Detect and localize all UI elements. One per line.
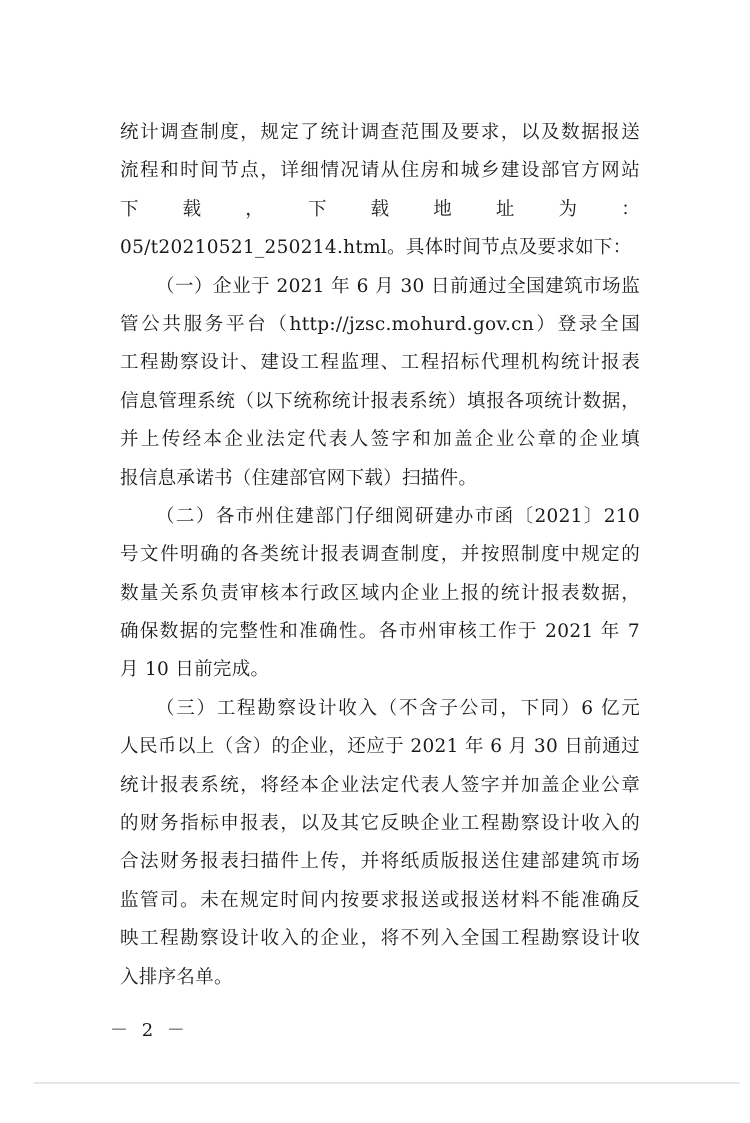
text-line: 月 10 日前完成。 bbox=[120, 659, 270, 681]
text-line: 下载，下载地址为： bbox=[120, 198, 640, 220]
body-text bbox=[120, 114, 640, 997]
text-line: 05/t20210521_250214.html。具体时间节点及要求如下： bbox=[120, 237, 632, 259]
text-line: 流程和时间节点，详细情况请从住房和城乡建设部官方网站 bbox=[120, 160, 640, 182]
text-line: 工程勘察设计、建设工程监理、工程招标代理机构统计报表 bbox=[120, 352, 640, 374]
text-line: （三）工程勘察设计收入（不含子公司，下同）6 亿元 bbox=[156, 697, 640, 719]
text-line: 人民币以上（含）的企业，还应于 2021 年 6 月 30 日前通过 bbox=[120, 736, 640, 758]
text-line: （二）各市州住建部门仔细阅研建办市函〔2021〕210 bbox=[156, 505, 640, 527]
text-line: 的财务指标申报表，以及其它反映企业工程勘察设计收入的 bbox=[120, 813, 640, 835]
text-line: 监管司。未在规定时间内按要求报送或报送材料不能准确反 bbox=[120, 889, 640, 911]
scan-edge-divider bbox=[34, 1082, 740, 1084]
text-line: 映工程勘察设计收入的企业，将不列入全国工程勘察设计收 bbox=[120, 928, 640, 950]
text-line: 统计调查制度，规定了统计调查范围及要求，以及数据报送 bbox=[120, 122, 640, 143]
text-line: 数量关系负责审核本行政区域内企业上报的统计报表数据， bbox=[120, 582, 640, 604]
text-line: （一）企业于 2021 年 6 月 30 日前通过全国建筑市场监 bbox=[156, 275, 640, 297]
text-line: 并上传经本企业法定代表人签字和加盖企业公章的企业填 bbox=[120, 429, 640, 451]
text-line: 合法财务报表扫描件上传，并将纸质版报送住建部建筑市场 bbox=[120, 851, 640, 873]
text-line: 确保数据的完整性和准确性。各市州审核工作于 2021 年 7 bbox=[120, 621, 640, 643]
text-line: 信息管理系统（以下统称统计报表系统）填报各项统计数据， bbox=[120, 390, 640, 412]
text-line: 管公共服务平台（http://jzsc.mohurd.gov.cn）登录全国 bbox=[120, 313, 640, 335]
text-line: 统计报表系统，将经本企业法定代表人签字并加盖企业公章 bbox=[120, 774, 640, 796]
page-number: － 2 － bbox=[110, 1020, 189, 1041]
text-line: 入排序名单。 bbox=[120, 966, 233, 988]
text-line: 报信息承诺书（住建部官网下载）扫描件。 bbox=[120, 467, 478, 489]
text-line: 号文件明确的各类统计报表调查制度，并按照制度中规定的 bbox=[120, 544, 640, 566]
